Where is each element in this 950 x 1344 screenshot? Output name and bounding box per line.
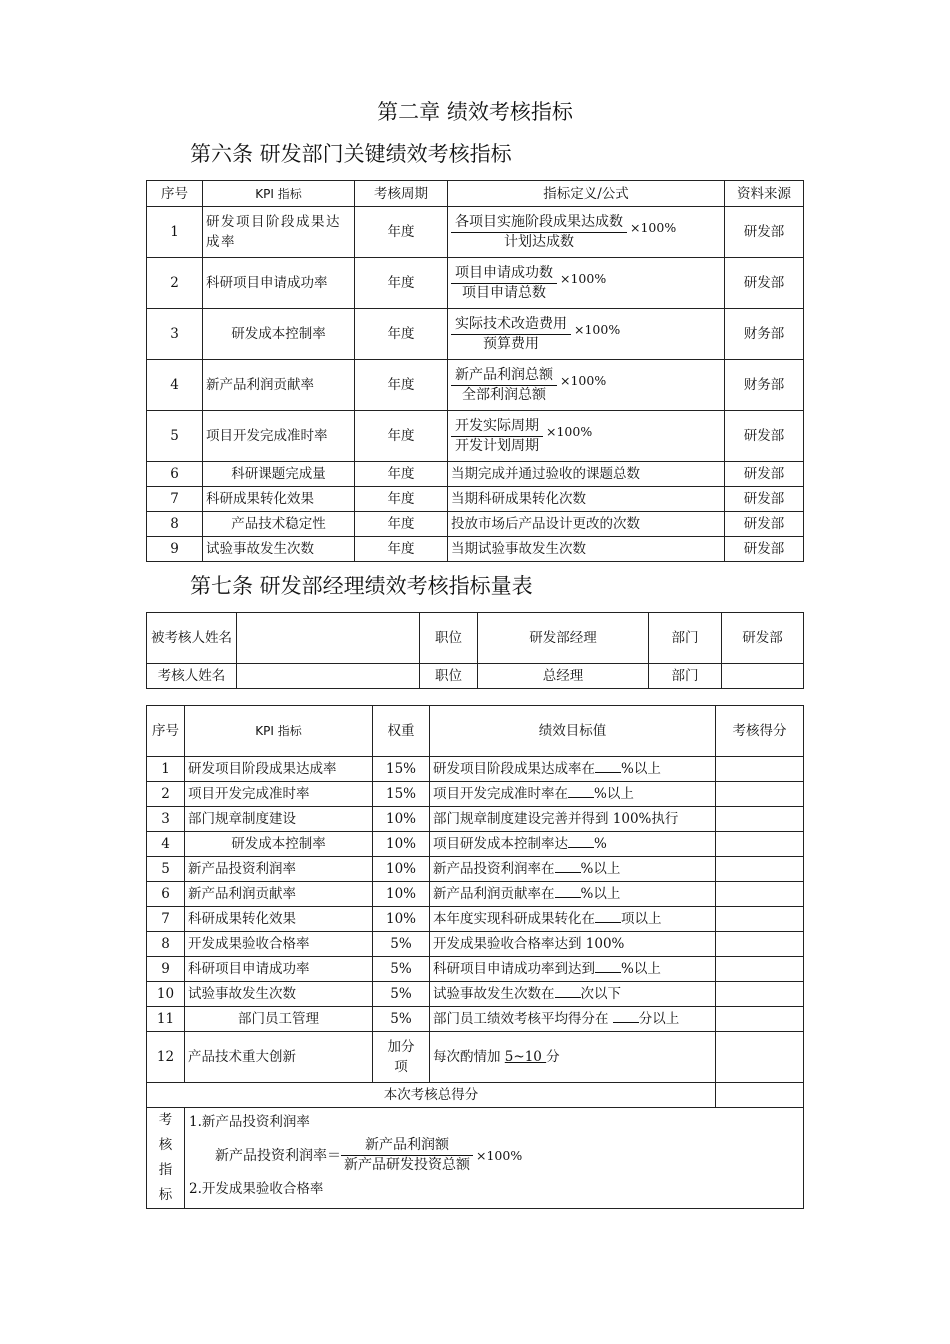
target-text: 研发项目阶段成果达成率在 xyxy=(433,761,595,777)
examiner-name-label: 考核人姓名 xyxy=(147,664,237,689)
kpi-name: 开发成果验收合格率 xyxy=(185,932,373,957)
target-suffix: 分以上 xyxy=(638,1011,680,1027)
period: 年度 xyxy=(355,258,448,309)
row-no: 5 xyxy=(147,411,203,462)
definition: 投放市场后产品设计更改的次数 xyxy=(448,512,725,537)
target xyxy=(430,782,716,807)
kpi-name: 科研课题完成量 xyxy=(203,462,355,487)
weight: 10% xyxy=(373,832,430,857)
notes-side-label xyxy=(147,1108,185,1209)
row-no: 9 xyxy=(147,957,185,982)
period: 年度 xyxy=(355,512,448,537)
header-weight: 权重 xyxy=(373,706,430,757)
header-definition: 指标定义/公式 xyxy=(448,181,725,207)
target-blank[interactable] xyxy=(595,760,621,773)
table-row xyxy=(147,957,804,982)
source: 研发部 xyxy=(725,462,804,487)
weight: 5% xyxy=(373,957,430,982)
row-no: 8 xyxy=(147,512,203,537)
score-cell[interactable] xyxy=(716,1032,804,1083)
target-suffix: %以上 xyxy=(580,886,621,902)
table-row xyxy=(147,360,804,411)
score-cell[interactable] xyxy=(716,882,804,907)
row-no: 10 xyxy=(147,982,185,1007)
target-suffix: 次以下 xyxy=(580,986,621,1002)
row-no: 5 xyxy=(147,857,185,882)
dept-label: 部门 xyxy=(649,613,722,664)
table-row xyxy=(147,309,804,360)
table-row xyxy=(147,882,804,907)
kpi-name: 项目开发完成准时率 xyxy=(185,782,373,807)
kpi-name: 研发项目阶段成果达成率 xyxy=(185,757,373,782)
target-suffix: %以上 xyxy=(580,861,621,877)
score-cell[interactable] xyxy=(716,1007,804,1032)
score-cell[interactable] xyxy=(716,907,804,932)
target-text: 部门规章制度建设完善并得到 100%执行 xyxy=(433,811,679,827)
header-source: 资料来源 xyxy=(725,181,804,207)
formula xyxy=(448,411,725,462)
formula-numerator: 新产品利润额 xyxy=(341,1136,473,1156)
target-blank[interactable] xyxy=(555,860,581,873)
target-suffix: 项以上 xyxy=(621,911,662,927)
source: 研发部 xyxy=(725,207,804,258)
source: 研发部 xyxy=(725,512,804,537)
examinee-position: 研发部经理 xyxy=(478,613,649,664)
target-blank[interactable] xyxy=(568,785,594,798)
article-6-title: 第六条 研发部门关键绩效考核指标 xyxy=(190,142,512,166)
formula-numerator: 新产品利润总额 xyxy=(451,366,557,386)
notes-row xyxy=(147,1108,804,1209)
target xyxy=(430,832,716,857)
source: 研发部 xyxy=(725,487,804,512)
target-blank[interactable] xyxy=(555,885,581,898)
table-row xyxy=(147,462,804,487)
examiner-dept-value[interactable] xyxy=(722,664,804,689)
score-cell[interactable] xyxy=(716,957,804,982)
manager-kpi-table xyxy=(146,705,804,1209)
examiner-position: 总经理 xyxy=(478,664,649,689)
row-no: 6 xyxy=(147,462,203,487)
kpi-name: 新产品利润贡献率 xyxy=(185,882,373,907)
period: 年度 xyxy=(355,207,448,258)
row-no: 8 xyxy=(147,932,185,957)
kpi-name: 研发成本控制率 xyxy=(185,832,373,857)
kpi-name: 产品技术重大创新 xyxy=(185,1032,373,1083)
examinee-row xyxy=(147,613,804,664)
weight: 加分项 xyxy=(373,1032,430,1083)
header-period: 考核周期 xyxy=(355,181,448,207)
score-cell[interactable] xyxy=(716,857,804,882)
target-text: 科研项目申请成功率到达到 xyxy=(433,961,595,977)
bonus-range: 5~10 xyxy=(504,1049,547,1065)
row-no: 4 xyxy=(147,360,203,411)
row-no: 3 xyxy=(147,309,203,360)
kpi-name: 部门员工管理 xyxy=(185,1007,373,1032)
header-kpi: KPI 指标 xyxy=(203,181,355,207)
row-no: 1 xyxy=(147,207,203,258)
weight: 15% xyxy=(373,757,430,782)
article-7-title: 第七条 研发部经理绩效考核指标量表 xyxy=(190,574,533,598)
header-no: 序号 xyxy=(147,181,203,207)
formula xyxy=(448,309,725,360)
table-row xyxy=(147,537,804,562)
total-score-cell[interactable] xyxy=(716,1083,804,1108)
kpi-name: 部门规章制度建设 xyxy=(185,807,373,832)
target-blank[interactable] xyxy=(568,835,594,848)
period: 年度 xyxy=(355,360,448,411)
row-no: 3 xyxy=(147,807,185,832)
formula-numerator: 各项目实施阶段成果达成数 xyxy=(451,213,627,233)
target xyxy=(430,932,716,957)
score-cell[interactable] xyxy=(716,757,804,782)
kpi-name: 科研成果转化效果 xyxy=(203,487,355,512)
weight: 10% xyxy=(373,882,430,907)
score-cell[interactable] xyxy=(716,932,804,957)
target-text: 新产品投资利润率在 xyxy=(433,861,555,877)
table-row xyxy=(147,907,804,932)
formula-numerator: 实际技术改造费用 xyxy=(451,315,571,335)
table-row xyxy=(147,487,804,512)
header-kpi: KPI 指标 xyxy=(185,706,373,757)
definition: 当期科研成果转化次数 xyxy=(448,487,725,512)
target xyxy=(430,807,716,832)
source: 财务部 xyxy=(725,309,804,360)
table-header-row xyxy=(147,706,804,757)
target-suffix: %以上 xyxy=(621,761,661,777)
examiner-row xyxy=(147,664,804,689)
period: 年度 xyxy=(355,462,448,487)
score-cell[interactable] xyxy=(716,982,804,1007)
formula xyxy=(448,360,725,411)
source: 研发部 xyxy=(725,537,804,562)
weight: 15% xyxy=(373,782,430,807)
kpi-name: 试验事故发生次数 xyxy=(185,982,373,1007)
examinee-dept: 研发部 xyxy=(722,613,804,664)
table-row xyxy=(147,857,804,882)
position-label: 职位 xyxy=(420,664,478,689)
notes-content xyxy=(185,1108,804,1209)
target-text: 每次酌情加 xyxy=(433,1049,505,1065)
score-cell[interactable] xyxy=(716,832,804,857)
period: 年度 xyxy=(355,537,448,562)
target-blank[interactable] xyxy=(595,910,621,923)
target-text: 项目开发完成准时率在 xyxy=(433,786,568,802)
formula-lhs: 新产品投资利润率＝ xyxy=(215,1147,341,1164)
weight: 5% xyxy=(373,982,430,1007)
position-label: 职位 xyxy=(420,613,478,664)
formula-denominator: 新产品研发投资总额 xyxy=(344,1157,470,1173)
formula-numerator: 开发实际周期 xyxy=(451,417,543,437)
table-header-row xyxy=(147,181,804,207)
score-cell[interactable] xyxy=(716,807,804,832)
header-score: 考核得分 xyxy=(716,706,804,757)
target-text: 项目研发成本控制率达 xyxy=(433,836,568,852)
table-row xyxy=(147,757,804,782)
target-text: 部门员工绩效考核平均得分在 xyxy=(433,1011,613,1027)
weight: 10% xyxy=(373,857,430,882)
target-suffix: %以上 xyxy=(621,961,661,977)
kpi-name: 科研成果转化效果 xyxy=(185,907,373,932)
row-no: 11 xyxy=(147,1007,185,1032)
note-1: 1.新产品投资利润率 xyxy=(189,1114,310,1130)
target-text: 试验事故发生次数在 xyxy=(433,986,555,1002)
row-no: 6 xyxy=(147,882,185,907)
formula-multiplier: ×100% xyxy=(560,270,607,286)
formula-denominator: 预算费用 xyxy=(483,336,539,352)
target xyxy=(430,957,716,982)
period: 年度 xyxy=(355,309,448,360)
note-2: 2.开发成果验收合格率 xyxy=(189,1181,324,1197)
kpi-name: 新产品投资利润率 xyxy=(185,857,373,882)
examinee-info-table xyxy=(146,612,804,689)
target xyxy=(430,907,716,932)
score-cell[interactable] xyxy=(716,782,804,807)
notes-side-char: 核 xyxy=(158,1137,173,1153)
rd-dept-kpi-table xyxy=(146,180,804,562)
examiner-name-value[interactable] xyxy=(237,664,420,689)
row-no: 1 xyxy=(147,757,185,782)
row-no: 7 xyxy=(147,907,185,932)
target-suffix: % xyxy=(594,836,607,852)
total-row xyxy=(147,1083,804,1108)
table-row xyxy=(147,782,804,807)
row-no: 12 xyxy=(147,1032,185,1083)
target xyxy=(430,857,716,882)
target-text: 新产品利润贡献率在 xyxy=(433,886,555,902)
table-row xyxy=(147,832,804,857)
formula-multiplier: ×100% xyxy=(546,423,593,439)
target xyxy=(430,1007,716,1032)
weight: 10% xyxy=(373,807,430,832)
weight: 5% xyxy=(373,932,430,957)
source: 研发部 xyxy=(725,258,804,309)
weight: 5% xyxy=(373,1007,430,1032)
kpi-name: 科研项目申请成功率 xyxy=(185,957,373,982)
dept-label: 部门 xyxy=(649,664,722,689)
kpi-name: 项目开发完成准时率 xyxy=(203,411,355,462)
header-no: 序号 xyxy=(147,706,185,757)
formula-denominator: 计划达成数 xyxy=(504,234,574,250)
weight: 10% xyxy=(373,907,430,932)
row-no: 7 xyxy=(147,487,203,512)
period: 年度 xyxy=(355,487,448,512)
kpi-name: 研发项目阶段成果达成率 xyxy=(203,207,355,258)
target-suffix: %以上 xyxy=(594,786,634,802)
table-row xyxy=(147,807,804,832)
formula xyxy=(448,207,725,258)
table-row xyxy=(147,207,804,258)
notes-side-char: 指 xyxy=(158,1162,173,1178)
period: 年度 xyxy=(355,411,448,462)
target-blank[interactable] xyxy=(613,1010,639,1023)
table-row xyxy=(147,258,804,309)
row-no: 4 xyxy=(147,832,185,857)
total-score-label: 本次考核总得分 xyxy=(147,1083,716,1108)
definition: 当期完成并通过验收的课题总数 xyxy=(448,462,725,487)
target-blank[interactable] xyxy=(595,960,621,973)
formula-multiplier: ×100% xyxy=(574,321,621,337)
row-no: 9 xyxy=(147,537,203,562)
kpi-name: 科研项目申请成功率 xyxy=(203,258,355,309)
formula-numerator: 项目申请成功数 xyxy=(451,264,557,284)
table-row xyxy=(147,1032,804,1083)
formula-denominator: 开发计划周期 xyxy=(455,438,539,454)
formula-multiplier: ×100% xyxy=(630,219,677,235)
table-row xyxy=(147,932,804,957)
formula-multiplier: ×100% xyxy=(476,1147,523,1163)
kpi-name: 新产品利润贡献率 xyxy=(203,360,355,411)
table-row xyxy=(147,512,804,537)
formula-multiplier: ×100% xyxy=(560,372,607,388)
target-suffix: 分 xyxy=(546,1049,560,1065)
formula-line xyxy=(215,1136,799,1175)
examinee-name-label: 被考核人姓名 xyxy=(147,613,237,664)
target xyxy=(430,982,716,1007)
notes-side-char: 考 xyxy=(158,1112,173,1128)
row-no: 2 xyxy=(147,258,203,309)
target-text: 开发成果验收合格率达到 100% xyxy=(433,936,625,952)
kpi-name: 产品技术稳定性 xyxy=(203,512,355,537)
table-row xyxy=(147,411,804,462)
definition: 当期试验事故发生次数 xyxy=(448,537,725,562)
kpi-name: 试验事故发生次数 xyxy=(203,537,355,562)
header-target: 绩效目标值 xyxy=(430,706,716,757)
target xyxy=(430,1032,716,1083)
row-no: 2 xyxy=(147,782,185,807)
kpi-name: 研发成本控制率 xyxy=(203,309,355,360)
source: 研发部 xyxy=(725,411,804,462)
examinee-name-value[interactable] xyxy=(237,613,420,664)
table-row xyxy=(147,982,804,1007)
notes-side-char: 标 xyxy=(158,1187,173,1203)
target xyxy=(430,757,716,782)
chapter-title: 第二章 绩效考核指标 xyxy=(377,100,573,124)
target-text: 本年度实现科研成果转化在 xyxy=(433,911,595,927)
formula-denominator: 项目申请总数 xyxy=(462,285,546,301)
table-row xyxy=(147,1007,804,1032)
formula-denominator: 全部利润总额 xyxy=(462,387,546,403)
target-blank[interactable] xyxy=(555,985,581,998)
target xyxy=(430,882,716,907)
source: 财务部 xyxy=(725,360,804,411)
formula xyxy=(448,258,725,309)
